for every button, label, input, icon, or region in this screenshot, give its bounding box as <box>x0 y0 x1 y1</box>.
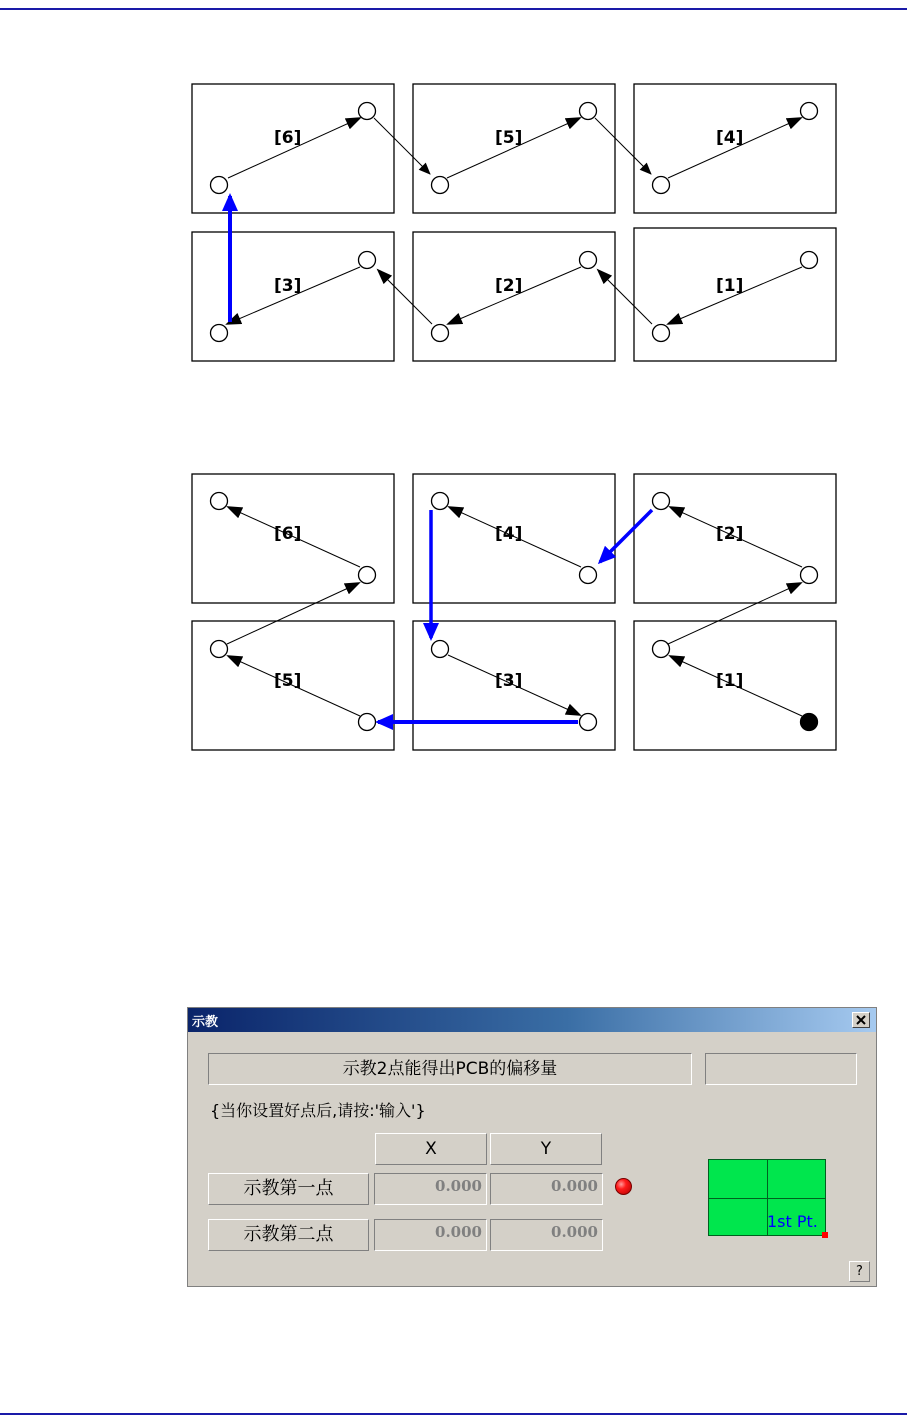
path-arrow <box>668 583 801 644</box>
step-label: [1] <box>716 276 744 296</box>
dialog-titlebar <box>188 1008 876 1032</box>
path-arrow <box>598 270 652 324</box>
point-circle <box>801 567 818 584</box>
start-point-circle <box>801 714 818 731</box>
preview-divider <box>709 1198 825 1199</box>
teaching-path-diagram-bottom <box>185 470 845 760</box>
step-label: [2] <box>716 524 744 544</box>
point-circle <box>359 714 376 731</box>
close-button[interactable] <box>852 1012 870 1028</box>
path-arrow <box>374 118 430 174</box>
point-circle <box>359 567 376 584</box>
point-circle <box>359 252 376 269</box>
second-point-x-field[interactable]: 0.000 <box>374 1219 487 1251</box>
point-circle <box>580 714 597 731</box>
point-circle <box>211 493 228 510</box>
step-label: [3] <box>274 276 302 296</box>
teach-dialog <box>187 1007 877 1287</box>
panel-box <box>413 232 615 361</box>
step-label: [4] <box>716 128 744 148</box>
close-icon <box>856 1015 866 1025</box>
step-label: [6] <box>274 524 302 544</box>
path-arrow <box>595 118 651 174</box>
point-circle <box>580 252 597 269</box>
point-circle <box>211 177 228 194</box>
column-header-y: Y <box>490 1133 602 1165</box>
blue-arrow <box>600 510 652 562</box>
point-circle <box>653 493 670 510</box>
teach-first-point-button[interactable]: 示教第一点 <box>208 1173 369 1205</box>
teach-second-point-button[interactable]: 示教第二点 <box>208 1219 369 1251</box>
column-header-x: X <box>375 1133 487 1165</box>
point-circle <box>653 325 670 342</box>
status-led-icon <box>615 1178 632 1195</box>
point-circle <box>801 252 818 269</box>
path-arrow <box>228 118 360 178</box>
point-circle <box>653 177 670 194</box>
path-arrow <box>447 118 580 178</box>
status-box <box>705 1053 857 1085</box>
help-button[interactable]: ? <box>849 1261 870 1282</box>
teaching-path-diagram-top <box>185 80 845 370</box>
point-circle <box>653 641 670 658</box>
first-point-x-field[interactable]: 0.000 <box>374 1173 487 1205</box>
point-circle <box>580 103 597 120</box>
step-label: [2] <box>495 276 523 296</box>
point-circle <box>211 641 228 658</box>
point-circle <box>580 567 597 584</box>
second-point-y-field[interactable]: 0.000 <box>490 1219 603 1251</box>
info-banner: 示教2点能得出PCB的偏移量 <box>208 1053 692 1085</box>
point-circle <box>432 641 449 658</box>
path-arrow <box>668 118 801 178</box>
step-label: [4] <box>495 524 523 544</box>
point-circle <box>432 325 449 342</box>
step-label: [5] <box>495 128 523 148</box>
point-circle <box>359 103 376 120</box>
footer-rule <box>0 1413 907 1415</box>
preview-point-label: 1st Pt. <box>767 1212 818 1231</box>
point-circle <box>801 103 818 120</box>
instruction-text: {当你设置好点后,请按:'输入'} <box>210 1101 426 1120</box>
step-label: [6] <box>274 128 302 148</box>
dialog-title: 示教 <box>192 1015 219 1030</box>
point-circle <box>211 325 228 342</box>
preview-marker <box>822 1232 828 1238</box>
step-label: [1] <box>716 671 744 691</box>
point-preview-panel <box>708 1159 826 1236</box>
first-point-y-field[interactable]: 0.000 <box>490 1173 603 1205</box>
panel-box <box>192 232 394 361</box>
step-label: [3] <box>495 671 523 691</box>
header-rule <box>0 8 907 10</box>
step-label: [5] <box>274 671 302 691</box>
path-arrow <box>378 270 432 324</box>
point-circle <box>432 177 449 194</box>
path-arrow <box>227 583 359 644</box>
point-circle <box>432 493 449 510</box>
